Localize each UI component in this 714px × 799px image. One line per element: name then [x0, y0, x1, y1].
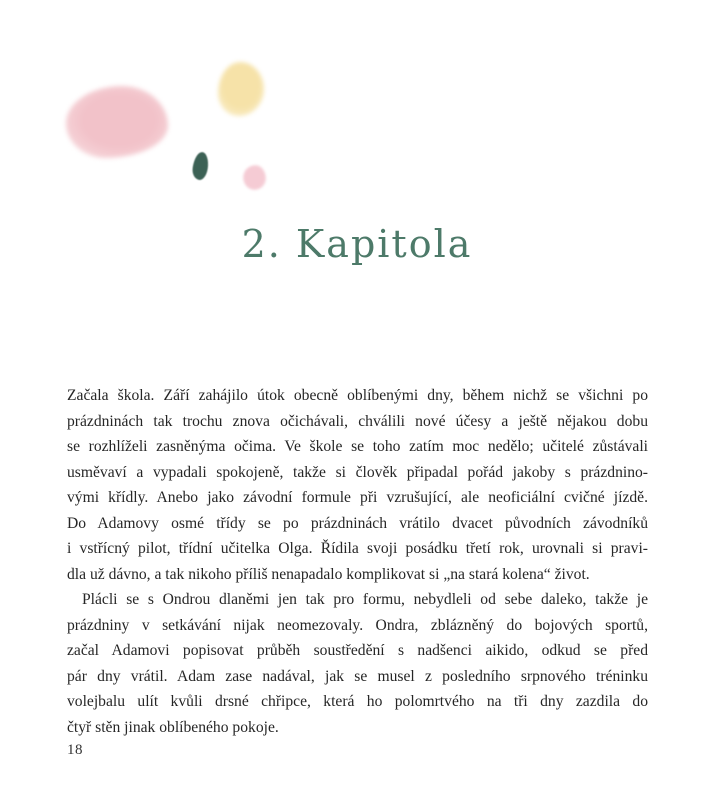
text-line: Do Adamovy osmé třídy se po prázdninách vrátilo dvacet původních závodníků [67, 514, 648, 532]
text-line: Plácli se s Ondrou dlaněmi jen tak pro formu, nebydleli od sebe daleko, takže je [82, 591, 648, 608]
text-line: prázdniny v setkávání nijak neomezovaly. Ondra, zblázněný do bojových sportů, [67, 616, 648, 634]
text-line: dla už dávno, a tak nikoho příliš nenapadalo komplikovat si „na stará kolena“ život. [67, 565, 590, 583]
text-line: usměvaví a vypadali spokojeně, takže si člověk připadal pořád jakoby s prázdnino- [67, 463, 648, 481]
watercolor-dot-teal [191, 151, 210, 181]
watercolor-blob-yellow [218, 62, 264, 116]
watercolor-blob-pink [66, 86, 168, 158]
text-line: vými křídly. Anebo jako závodní formule při vzrušující, ale neoficiální cvičné jízdě. [67, 489, 648, 506]
watercolor-dot-pink [243, 165, 266, 190]
paragraph [67, 587, 648, 740]
text-line: začal Adamovi popisovat průběh soustředění s nadšenci aikido, odkud se před [67, 642, 648, 659]
paragraph [67, 383, 648, 587]
text-line: se rozhlíželi zasněnýma očima. Ve škole se toho zatím moc nedělo; učitelé zůstávali [67, 438, 648, 455]
page-number: 18 [67, 742, 83, 758]
text-line: i vstřícný pilot, třídní učitelka Olga. Řídila svoji posádku třetí rok, urovnali si pravi- [67, 540, 648, 557]
text-line: čtyř stěn jinak oblíbeného pokoje. [67, 718, 279, 736]
body-text [67, 383, 648, 740]
text-line: Začala škola. Září zahájilo útok obecně oblíbenými dny, během nichž se všichni po [67, 387, 648, 404]
text-line: pár dny vrátil. Adam zase nadával, jak se musel z posledního srpnového tréninku [67, 667, 648, 685]
text-line: prázdninách tak trochu znova očichávali, chválili nové účesy a ještě nějakou dobu [67, 412, 648, 430]
text-line: volejbalu ulít kvůli drsné chřipce, která ho polomrtvého na tři dny zazdila do [67, 693, 648, 710]
chapter-title: 2. Kapitola [241, 222, 473, 266]
